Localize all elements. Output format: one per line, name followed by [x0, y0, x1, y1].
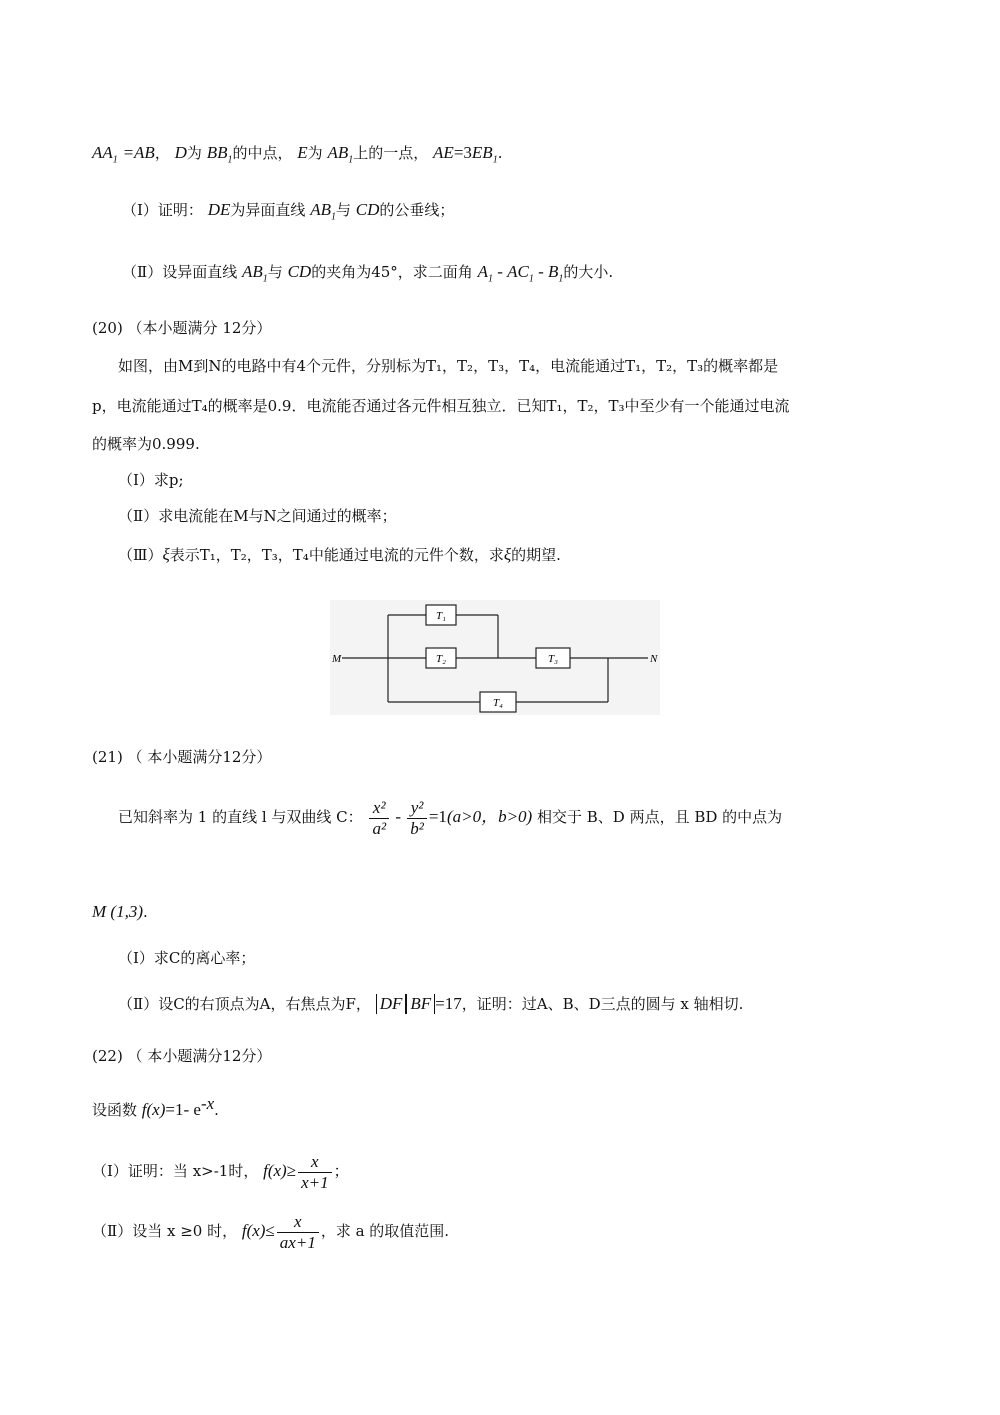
math-m-point: M (1,3)	[92, 902, 143, 921]
text: 为异面直线	[230, 201, 306, 219]
math-a1: $A_1$	[477, 262, 493, 285]
fraction-y2-b2: $\frac{\text{y²}}{\text{b²}}$	[407, 798, 427, 839]
dash: -	[533, 262, 549, 281]
text: ，求 a 的取值范围.	[320, 1222, 450, 1240]
q21-midpoint	[92, 902, 148, 922]
math-eb1: $EB_1$	[471, 143, 498, 166]
text: 表示T₁，T₂，T₃，T₄中能通过电流的元件个数，求	[169, 546, 504, 564]
math-xi: ξ	[503, 545, 512, 564]
q21-part2	[118, 994, 743, 1014]
q20-part1: （Ⅰ）求p;	[118, 471, 184, 489]
text: 的期望.	[511, 546, 561, 564]
label-t3: T₃	[548, 653, 558, 665]
math-ae: AE	[433, 143, 454, 162]
q22-intro	[92, 1094, 219, 1120]
text: 设函数	[92, 1101, 138, 1119]
text: 与	[335, 201, 351, 219]
q21-part1: （Ⅰ）求C的离心率；	[118, 949, 256, 967]
math-xi: ξ	[162, 545, 170, 564]
text: ，证明：过A、B、D三点的圆与 x 轴相切.	[461, 995, 744, 1013]
math-ab1: $AB_1$	[310, 200, 336, 223]
label: （Ⅲ）	[118, 546, 163, 564]
label-t4: T₄	[493, 697, 503, 709]
le-sign: ≤	[265, 1221, 275, 1240]
q21-header: (21) （ 本小题满分12分）	[92, 748, 272, 766]
abs-df: DF	[376, 994, 407, 1014]
text: 为	[186, 144, 202, 162]
period: .	[214, 1101, 219, 1119]
math-fx: f(x)	[141, 1100, 166, 1119]
math-fx: f(x)	[263, 1161, 287, 1180]
q19-intro-line	[92, 143, 502, 170]
text: 与	[267, 263, 283, 281]
abs-bf: BF	[406, 994, 435, 1014]
q22-part2	[92, 1208, 449, 1254]
text: 上的一点，	[353, 144, 429, 162]
math-ac1: $AC_1$	[507, 262, 534, 285]
text: 的中点，	[232, 144, 293, 162]
period: .	[142, 903, 148, 921]
fraction-x-over-x-plus-1: $\frac{x}{x+1}$	[298, 1152, 332, 1193]
ge-sign: ≥	[286, 1161, 297, 1180]
dash: -	[492, 262, 508, 281]
q20-header: (20) （本小题满分 12分）	[92, 319, 272, 337]
equals-17: =17	[435, 994, 462, 1013]
label-t1: T₁	[436, 610, 446, 622]
math-ab1: $AB_1$	[241, 262, 268, 285]
condition: (a>0，b>0)	[446, 807, 533, 826]
minus: -	[391, 807, 406, 826]
text: 的大小.	[563, 263, 614, 281]
math-cd: CD	[355, 200, 380, 219]
fraction-x-over-ax-plus-1: $\frac{x}{ax+1}$	[277, 1212, 319, 1253]
q20-line3: 的概率为0.999.	[92, 435, 200, 453]
label: （Ⅱ）设当 x ≥0 时，	[92, 1222, 238, 1240]
label: （Ⅰ）证明：当 x>-1时，	[92, 1162, 259, 1180]
q19-part2	[122, 262, 613, 289]
q20-part2: （Ⅱ）求电流能在M与N之间通过的概率；	[118, 507, 397, 525]
math-ab1: $AB_1$	[327, 143, 354, 166]
math-b1: $B_1$	[548, 262, 564, 285]
text: 已知斜率为 1 的直线 l 与双曲线 C：	[118, 808, 363, 826]
math-e: E	[297, 143, 308, 162]
q22-part1	[92, 1148, 349, 1194]
math-bb1: $BB_1$	[206, 143, 233, 166]
sep: ，	[154, 144, 170, 162]
equals-one: =1	[428, 807, 447, 826]
text: ；	[333, 1162, 349, 1180]
label: （Ⅱ）设异面直线	[122, 263, 238, 281]
q20-line2: p，电流能通过T₄的概率是0.9．电流能否通过各元件相互独立．已知T₁，T₂，T₃中至少有一个能通过电流	[92, 397, 790, 415]
label-n: N	[650, 653, 658, 665]
q20-line1: 如图，由M到N的电路中有4个元件，分别标为T₁，T₂，T₃，T₄，电流能通过T₁，T₂，T₃的概率都是	[118, 357, 779, 375]
q21-intro	[118, 794, 782, 840]
fraction-x2-a2: $\frac{\text{x²}}{\text{a²}}$	[369, 798, 389, 839]
circuit-diagram	[330, 600, 660, 715]
math-eq-ab: =AB	[122, 143, 155, 162]
text: 的夹角为45°，求二面角	[311, 263, 473, 281]
math-de: DE	[207, 200, 231, 219]
label: （Ⅰ）证明：	[122, 201, 203, 219]
math-def: =1- e	[165, 1100, 201, 1119]
text: 相交于 B、D 两点，且 BD 的中点为	[536, 808, 783, 826]
q20-part3	[118, 545, 561, 565]
text: 的公垂线；	[379, 201, 455, 219]
label: （Ⅱ）设C的右顶点为A，右焦点为F，	[118, 995, 371, 1013]
math-d: D	[174, 143, 187, 162]
q22-header: (22) （ 本小题满分12分）	[92, 1047, 272, 1065]
math-aa1: $AA_1$	[92, 143, 118, 166]
math-cd: CD	[287, 262, 312, 281]
math-exp: -x	[200, 1094, 215, 1113]
text: 为	[307, 144, 323, 162]
q19-part1	[122, 200, 454, 227]
period: .	[497, 144, 503, 162]
label-m: M	[332, 653, 342, 665]
math-fx: f(x)	[241, 1221, 266, 1240]
label-t2: T₂	[436, 653, 446, 665]
math-eq3: =3	[453, 143, 472, 162]
